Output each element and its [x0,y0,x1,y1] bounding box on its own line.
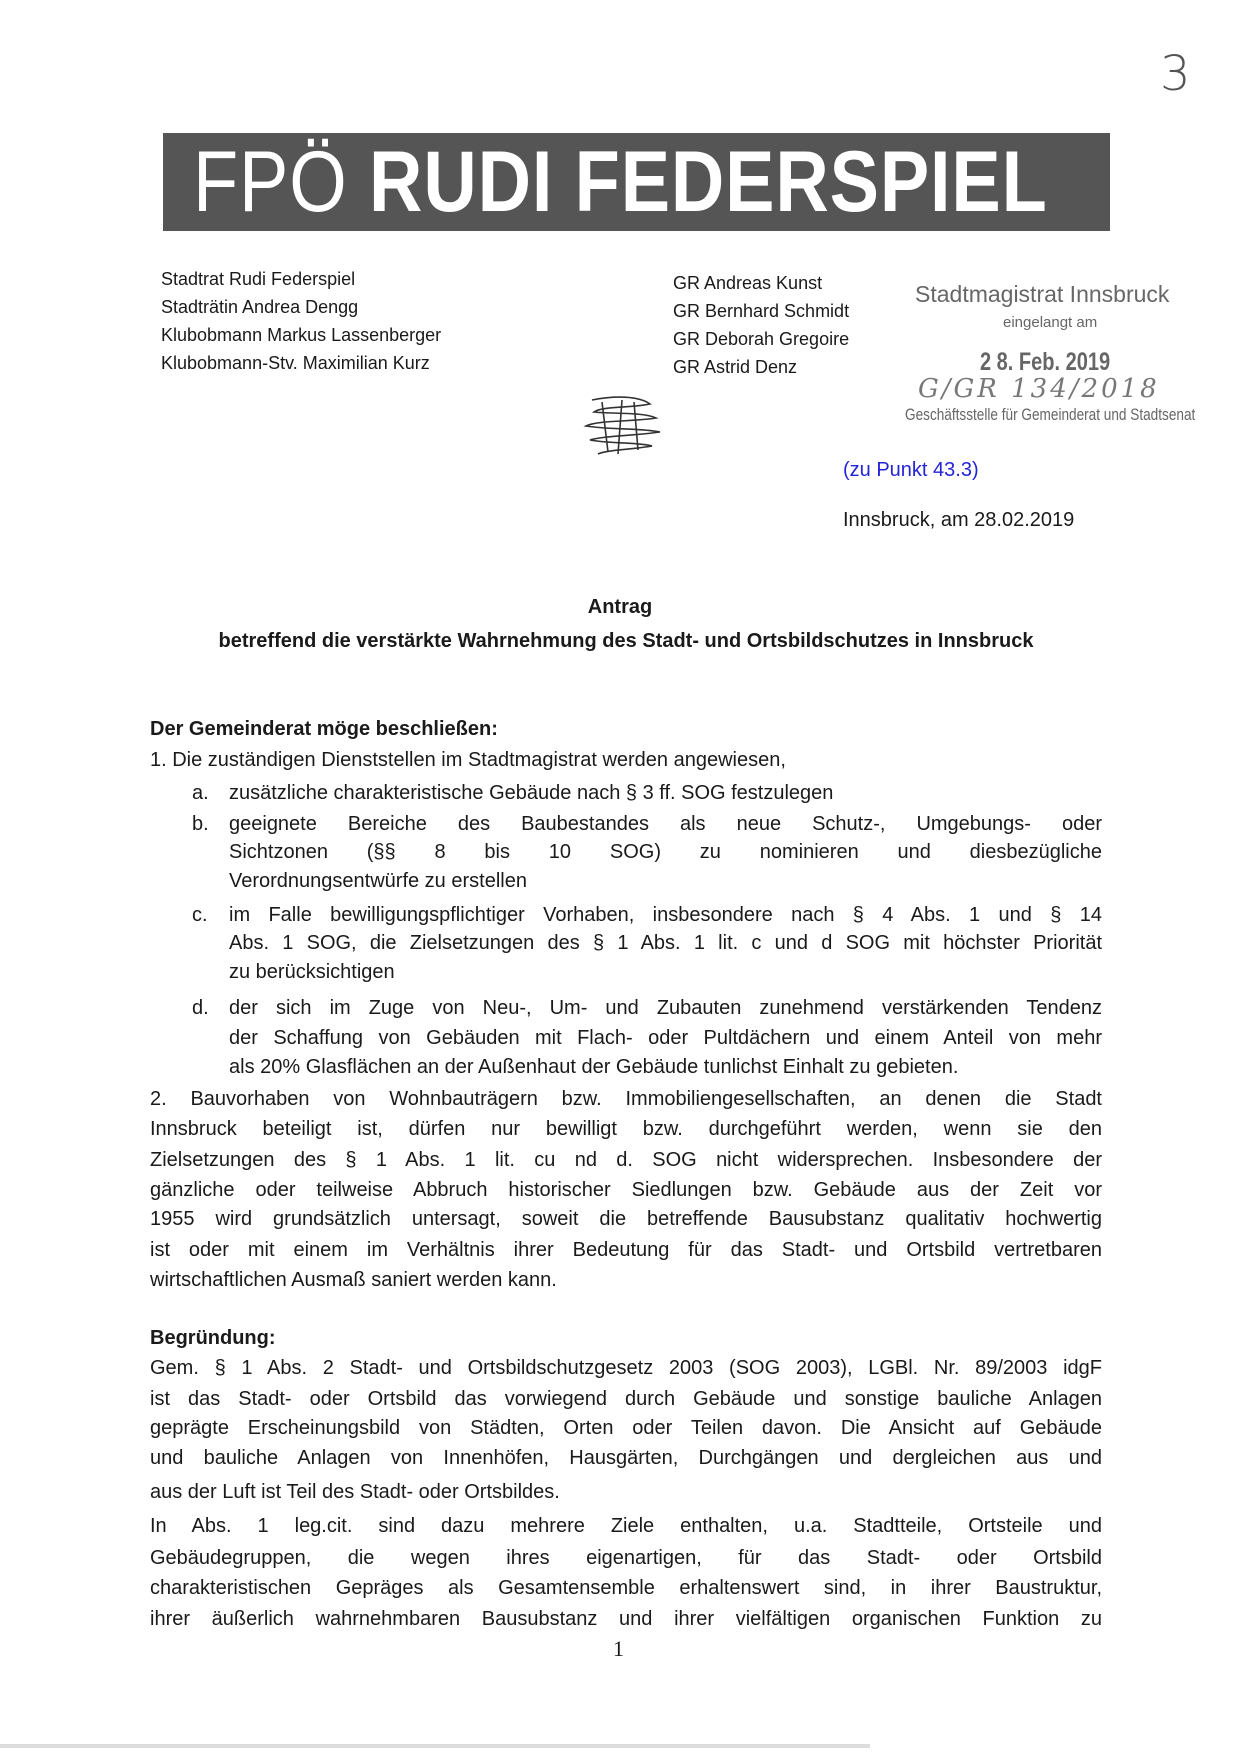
signature-scribble [572,392,668,458]
paragraph-line: Zielsetzungen des § 1 Abs. 1 lit. cu nd d. SOG nicht widersprechen. Insbesondere der [150,1149,1102,1171]
list-item-line: geeignete Bereiche des Baubestandes als neue Schutz-, Umgebungs- oder [229,813,1102,835]
party-name: FPÖ [193,134,348,230]
list-item-line: Sichtzonen (§§ 8 bis 10 SOG) zu nominieren und diesbezügliche [229,841,1102,863]
paragraph-line: ihrer äußerlich wahrnehmbaren Bausubstanz und ihrer vielfältigen organischen Funktion zu [150,1608,1102,1630]
politician-name: RUDI FEDERSPIEL [369,134,1048,230]
paragraph-line: und bauliche Anlagen von Innenhöfen, Hausgärten, Durchgängen und dergleichen aus und [150,1447,1102,1469]
reasoning-heading: Begründung: [150,1327,276,1349]
list-item-line: Verordnungsentwürfe zu erstellen [229,870,527,892]
signatory: GR Deborah Gregoire [673,329,850,349]
list-item-line: zusätzliche charakteristische Gebäude nach § 3 ff. SOG festzulegen [229,782,834,804]
list-item-line: Abs. 1 SOG, die Zielsetzungen des § 1 Abs. 1 lit. c und d SOG mit höchster Priorität [229,932,1102,954]
item-1-intro: 1. Die zuständigen Dienststellen im Stadtmagistrat werden angewiesen, [150,749,786,771]
signatory: Stadtrat Rudi Federspiel [161,269,356,289]
stamp-department: Geschäftsstelle für Gemeinderat und Stadtsenat [905,405,1196,424]
list-item-line: als 20% Glasflächen an der Außenhaut der Gebäude tunlichst Einhalt zu gebieten. [229,1056,959,1078]
paragraph-line: Gem. § 1 Abs. 2 Stadt- und Ortsbildschutzgesetz 2003 (SOG 2003), LGBl. Nr. 89/2003 idgF [150,1357,1102,1379]
signatory: GR Andreas Kunst [673,273,823,293]
signatory: Klubobmann Markus Lassenberger [161,325,442,345]
stamp-date: 2 8. Feb. 2019 [980,348,1111,376]
paragraph-line: 1955 wird grundsätzlich untersagt, soweit die betreffende Bausubstanz qualitativ hochwertig [150,1208,1102,1230]
page-number: 1 [613,1636,624,1661]
resolution-heading: Der Gemeinderat möge beschließen: [150,718,498,740]
document-subtitle: betreffend die verstärkte Wahrnehmung des Stadt- und Ortsbildschutzes in Innsbruck [218,630,1034,652]
letterhead-title [193,134,1048,230]
paragraph-line: gänzliche oder teilweise Abbruch historischer Siedlungen bzw. Gebäude aus der Zeit vor [150,1179,1102,1201]
list-item-line: der sich im Zuge von Neu-, Um- und Zubauten zunehmend verstärkenden Tendenz [229,997,1102,1019]
paragraph-line: Gebäudegruppen, die wegen ihres eigenartigen, für das Stadt- oder Ortsbild [150,1547,1102,1569]
paragraph-line: Innsbruck beteiligt ist, dürfen nur bewilligt bzw. durchgeführt werden, wenn sie den [150,1118,1102,1140]
paragraph-line: wirtschaftlichen Ausmaß saniert werden kann. [150,1269,557,1291]
scan-edge-line [0,1744,870,1748]
stamp-received-label: eingelangt am [1003,314,1098,331]
signatory: Stadträtin Andrea Dengg [161,297,359,317]
list-letter: d. [192,997,209,1019]
paragraph-line: ist das Stadt- oder Ortsbild das vorwiegend durch Gebäude und sonstige bauliche Anlagen [150,1388,1102,1410]
list-item-line: der Schaffung von Gebäuden mit Flach- oder Pultdächern und einem Anteil von mehr [229,1027,1102,1049]
letterhead-banner [163,133,1110,231]
list-item-line: im Falle bewilligungspflichtiger Vorhaben, insbesondere nach § 4 Abs. 1 und § 14 [229,904,1102,926]
list-item-line: zu berücksichtigen [229,961,395,983]
paragraph-line: ist oder mit einem im Verhältnis ihrer Bedeutung für das Stadt- und Ortsbild vertretbaren [150,1239,1102,1261]
place-and-date: Innsbruck, am 28.02.2019 [843,509,1075,531]
signatory: Klubobmann-Stv. Maximilian Kurz [161,353,430,373]
paragraph-line: In Abs. 1 leg.cit. sind dazu mehrere Ziele enthalten, u.a. Stadtteile, Ortsteile und [150,1515,1102,1537]
paragraph-line: geprägte Erscheinungsbild von Städten, Orten oder Teilen davon. Die Ansicht auf Gebäude [150,1417,1102,1439]
paragraph-line: aus der Luft ist Teil des Stadt- oder Ortsbildes. [150,1481,560,1503]
agenda-reference: (zu Punkt 43.3) [843,459,979,481]
list-letter: b. [192,813,209,835]
signatory: GR Bernhard Schmidt [673,301,850,321]
document-title: Antrag [587,596,653,618]
list-letter: a. [192,782,209,804]
list-letter: c. [192,904,208,926]
handwritten-page-mark: 3 [1160,46,1191,102]
handwritten-reference: G/GR 134/2018 [918,374,1160,404]
paragraph-line: charakteristischen Gepräges als Gesamtensemble erhaltenswert sind, in ihrer Baustruktur, [150,1577,1102,1599]
signatory: GR Astrid Denz [673,357,798,377]
stamp-office: Stadtmagistrat Innsbruck [915,281,1170,307]
paragraph-line: 2. Bauvorhaben von Wohnbauträgern bzw. Immobiliengesellschaften, an denen die Stadt [150,1088,1102,1110]
